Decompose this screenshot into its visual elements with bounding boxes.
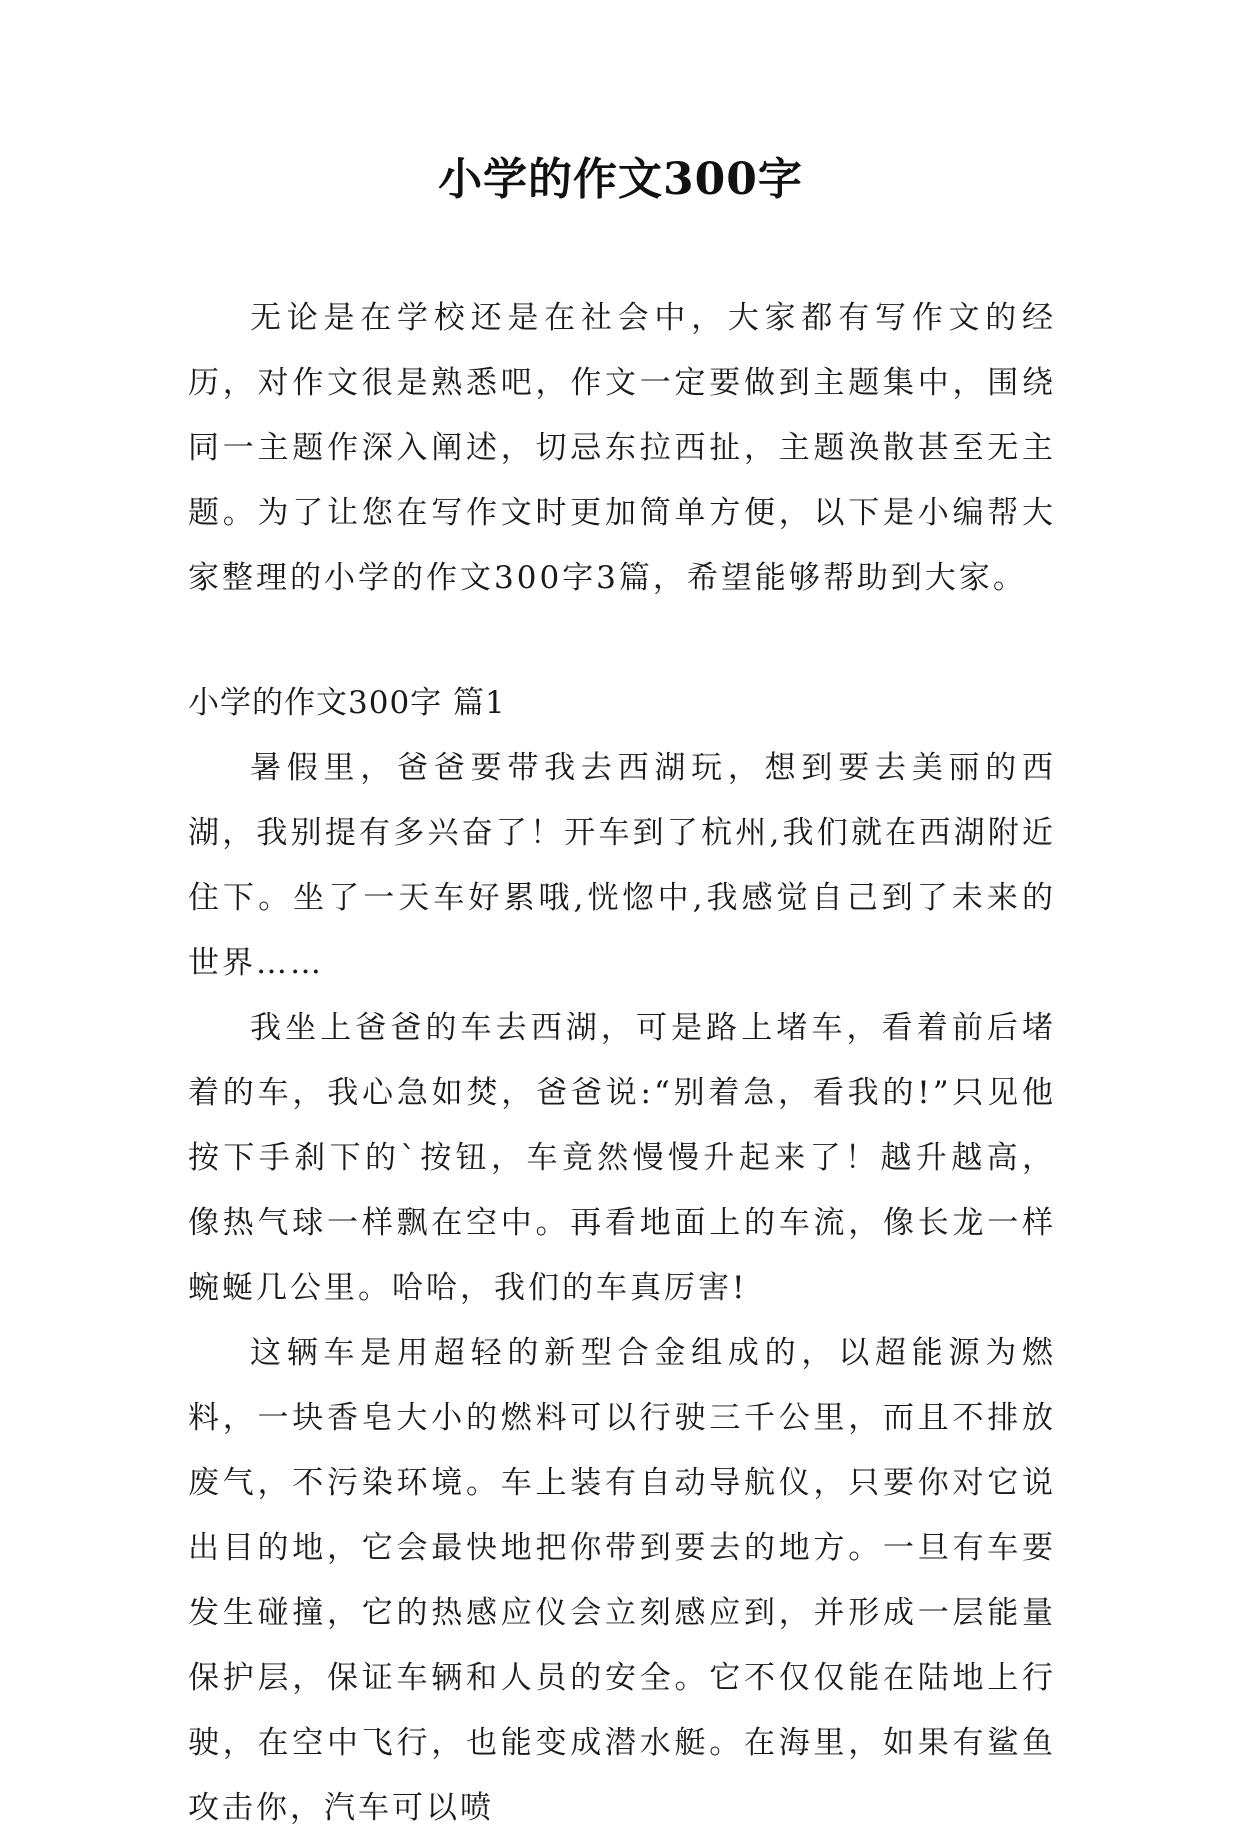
document-title: 小学的作文300字 xyxy=(438,154,803,205)
body-paragraph-2: 我坐上爸爸的车去西湖，可是路上堵车，看着前后堵着的车，我心急如焚，爸爸说:“别着急，看我的!”只见他按下手刹下的`按钮，车竟然慢慢升起来了！越升越高，像热气球一样飘在空中。再看地面上的车流，像长龙一样蜿蜒几公里。哈哈，我们的车真厉害! xyxy=(188,1010,1056,1306)
body-paragraph-1: 暑假里，爸爸要带我去西湖玩，想到要去美丽的西湖，我别提有多兴奋了！开车到了杭州,我们就在西湖附近住下。坐了一天车好累哦,恍惚中,我感觉自己到了未来的世界…… xyxy=(188,750,1056,981)
section-heading: 小学的作文300字 篇1 xyxy=(188,685,506,721)
body-paragraph-3: 这辆车是用超轻的新型合金组成的，以超能源为燃料，一块香皂大小的燃料可以行驶三千公里，而且不排放废气，不污染环境。车上装有自动导航仪，只要你对它说出目的地，它会最快地把你带到要去的地方。一旦有车要发生碰撞，它的热感应仪会立刻感应到，并形成一层能量保护层，保证车辆和人员的安全。它不仅仅能在陆地上行驶，在空中飞行，也能变成潜水艇。在海里，如果有鲨鱼攻击你，汽车可以喷 xyxy=(188,1335,1056,1826)
document-body xyxy=(188,286,1056,1841)
intro-paragraph: 无论是在学校还是在社会中，大家都有写作文的经历，对作文很是熟悉吧，作文一定要做到主题集中，围绕同一主题作深入阐述，切忌东拉西扯，主题涣散甚至无主题。为了让您在写作文时更加简单方便，以下是小编帮大家整理的小学的作文300字3篇，希望能够帮助到大家。 xyxy=(188,300,1056,596)
